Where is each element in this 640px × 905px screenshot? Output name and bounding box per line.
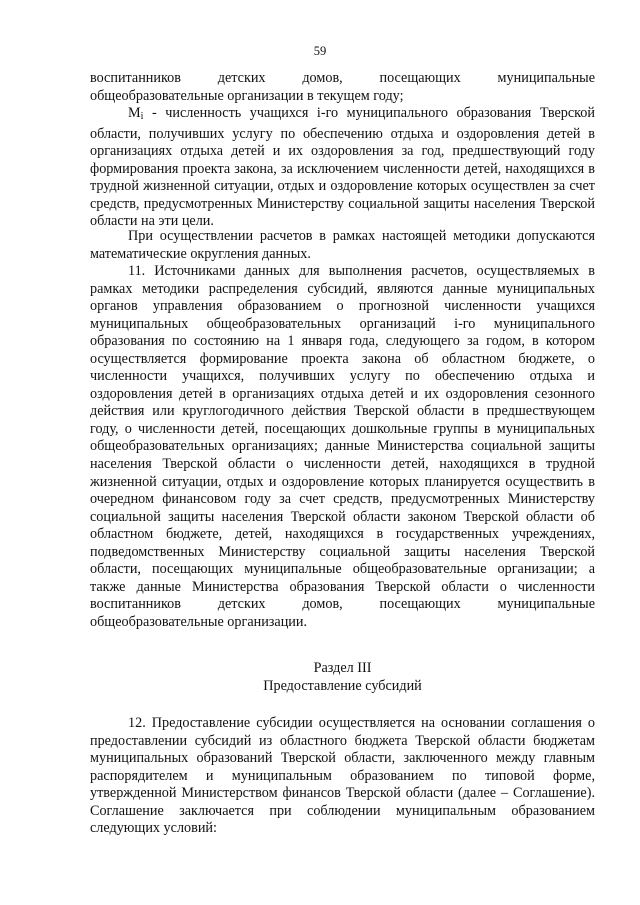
paragraph-continuation bbox=[90, 70, 595, 105]
paragraph-text: воспитанников детских домов, посещающих муниципальные общеобразовательные организации в текущем году; bbox=[90, 70, 595, 104]
section-title: Предоставление субсидий bbox=[263, 678, 422, 694]
paragraph-rounding bbox=[90, 228, 595, 263]
page-number: 59 bbox=[313, 44, 327, 58]
paragraph-text bbox=[90, 105, 595, 231]
paragraph-11-data-sources bbox=[90, 263, 595, 631]
variable-symbol: M bbox=[128, 105, 141, 121]
paragraph-text: При осуществлении расчетов в рамках настоящей методики допускаются математические округления данных. bbox=[90, 228, 595, 262]
paragraph-mi-definition bbox=[90, 105, 595, 231]
paragraph-text: 12. Предоставление субсидии осуществляется на основании соглашения о предоставлении субсидий из областного бюджета Тверской области бюджетам муниципальных образований Тверской области, заключенного между главным распорядителем и муниципальным образованием по типовой форме, утвержденной Министерством финансов Тверской области (далее – Соглашение). Соглашение заключается при соблюдении муниципальным образованием следующих условий: bbox=[90, 715, 595, 837]
variable-definition: - численность учащихся i-го муниципального образования Тверской области, получивших услугу по обеспечению отдыха и оздоровления детей в организациях отдыха детей и их оздоровления за год, предшествующий году формирования проекта закона, за исключением численности детей, находящихся в трудной жизненной ситуации, отдых и оздоровление которых осуществлен за счет средств, предусмотренных Министерству социальной защиты населения Тверской области на эти цели. bbox=[90, 105, 595, 230]
paragraph-12-subsidy-provision bbox=[90, 715, 595, 838]
paragraph-text: 11. Источниками данных для выполнения расчетов, осуществляемых в рамках методики распределения субсидий, являются данные муниципальных органов управления образованием о прогнозной численности учащихся муниципальных общеобразовательных организаций i-го муниципального образования по состоянию на 1 января года, следующего за годом, в котором осуществляется формирование проекта закона об областном бюджете, о численности учащихся, получивших услугу по обеспечению отдыха и оздоровления детей в организациях отдыха детей и их оздоровления сезонного действия или круглогодичного действия Тверской области в предшествующем году, о численности детей, посещающих дошкольные группы в муниципальных общеобразовательных организациях; данные Министерства социальной защиты населения Тверской области о численности детей, находящихся в трудной жизненной ситуации, отдых и оздоровление которых планируется осуществить в очередном финансовом году за счет средств, предусмотренных Министерству социальной защиты населения Тверской области законом Тверской области об областном бюджете, детей, находящихся в государственных учреждениях, подведомственных Министерству социальной защиты населения Тверской области, посещающих муниципальные общеобразовательные организации; а также данные Министерства образования Тверской области о численности воспитанников детских домов, посещающих муниципальные общеобразовательные организации. bbox=[90, 263, 595, 630]
section-number: Раздел III bbox=[313, 660, 372, 676]
variable-subscript: i bbox=[140, 111, 144, 122]
